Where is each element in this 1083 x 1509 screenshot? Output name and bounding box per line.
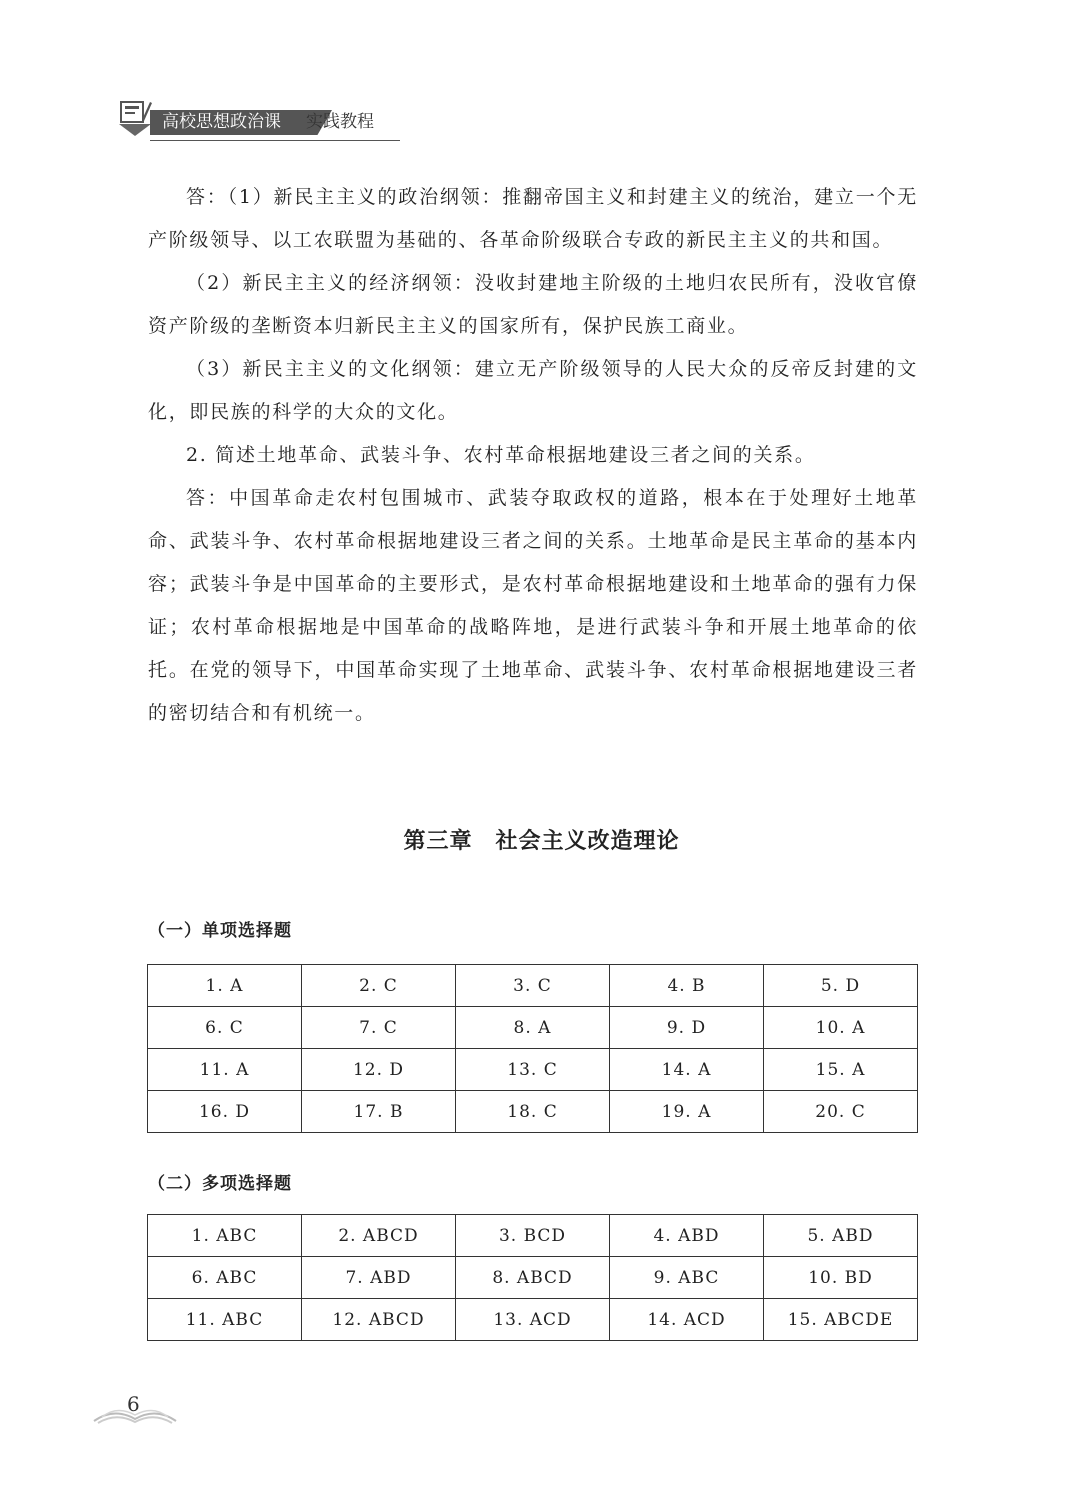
answer-cell: 20. C [764,1091,918,1133]
answer-text [148,176,918,735]
answer-cell: 14. A [610,1049,764,1091]
answer-cell: 9. D [610,1007,764,1049]
multi-choice-heading: （二）多项选择题 [148,1174,292,1194]
answer-cell: 13. C [456,1049,610,1091]
answer-cell: 15. ABCDE [764,1299,918,1341]
answer-cell: 8. ABCD [456,1257,610,1299]
page-number: 6 [127,1392,140,1416]
answer-cell: 12. ABCD [302,1299,456,1341]
table-row [148,1257,918,1299]
answer-cell: 1. A [148,965,302,1007]
question: 2. 简述土地革命、武装斗争、农村革命根据地建设三者之间的关系。 [186,444,816,466]
table-row [148,1299,918,1341]
table-row [148,965,918,1007]
single-choice-heading: （一）单项选择题 [148,921,292,941]
answer-cell: 10. BD [764,1257,918,1299]
answer-cell: 5. D [764,965,918,1007]
header-rule [150,140,400,141]
table-row [148,1215,918,1257]
answer-cell: 9. ABC [610,1257,764,1299]
answer-cell: 13. ACD [456,1299,610,1341]
header-course-title: 高校思想政治课 [162,112,281,132]
header-book-title: 实践教程 [306,112,374,132]
answer-cell: 15. A [764,1049,918,1091]
answer-cell: 6. C [148,1007,302,1049]
multi-choice-table [147,1214,918,1341]
answer-cell: 14. ACD [610,1299,764,1341]
answer-cell: 4. B [610,965,764,1007]
answer-cell: 6. ABC [148,1257,302,1299]
paragraph: （3）新民主主义的文化纲领：建立无产阶级领导的人民大众的反帝反封建的文化，即民族的科学的大众的文化。 [148,358,918,423]
answer-cell: 12. D [302,1049,456,1091]
chapter-title: 第三章 社会主义改造理论 [403,828,680,854]
table-row [148,1007,918,1049]
answer-cell: 3. C [456,965,610,1007]
single-choice-table [147,964,918,1133]
answer-cell: 18. C [456,1091,610,1133]
answer-cell: 5. ABD [764,1215,918,1257]
paragraph: 答：（1）新民主主义的政治纲领：推翻帝国主义和封建主义的统治，建立一个无产阶级领导、以工农联盟为基础的、各革命阶级联合专政的新民主主义的共和国。 [148,186,918,251]
answer-cell: 4. ABD [610,1215,764,1257]
answer-cell: 2. ABCD [302,1215,456,1257]
answer-cell: 10. A [764,1007,918,1049]
paragraph: （2）新民主主义的经济纲领：没收封建地主阶级的土地归农民所有，没收官僚资产阶级的垄断资本归新民主主义的国家所有，保护民族工商业。 [148,272,918,337]
open-book-icon [92,1403,178,1425]
book-pen-icon [118,98,152,138]
answer-cell: 11. ABC [148,1299,302,1341]
answer-cell: 7. ABD [302,1257,456,1299]
answer-cell: 2. C [302,965,456,1007]
answer-cell: 7. C [302,1007,456,1049]
answer-cell: 8. A [456,1007,610,1049]
table-row [148,1049,918,1091]
answer-cell: 17. B [302,1091,456,1133]
answer-cell: 3. BCD [456,1215,610,1257]
answer-cell: 1. ABC [148,1215,302,1257]
paragraph: 答：中国革命走农村包围城市、武装夺取政权的道路，根本在于处理好土地革命、武装斗争、农村革命根据地建设三者之间的关系。土地革命是民主革命的基本内容；武装斗争是中国革命的主要形式，是农村革命根据地建设和土地革命的强有力保证；农村革命根据地是中国革命的战略阵地，是进行武装斗争和开展土地革命的依托。在党的领导下，中国革命实现了土地革命、武装斗争、农村革命根据地建设三者的密切结合和有机统一。 [148,487,918,724]
table-row [148,1091,918,1133]
answer-cell: 16. D [148,1091,302,1133]
running-header [118,98,400,146]
answer-cell: 19. A [610,1091,764,1133]
answer-cell: 11. A [148,1049,302,1091]
